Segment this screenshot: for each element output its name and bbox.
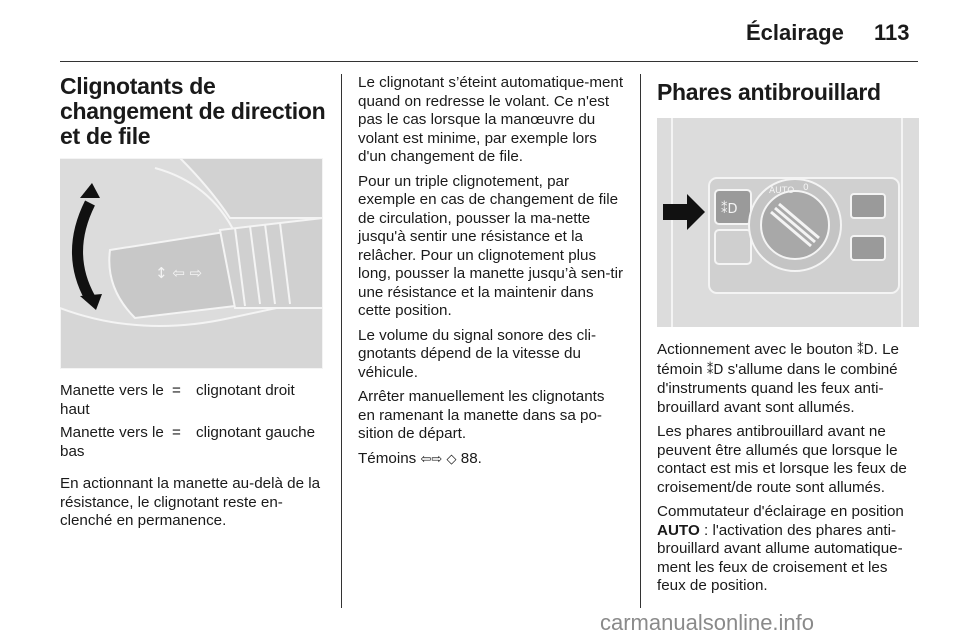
turn-signal-indicator-icon: ⇦⇨ (420, 451, 443, 467)
paragraph-text: : l'activation des phares anti-brouillard avant allume automatique-ment les feux de croisement et les feux de position. (657, 521, 903, 594)
turn-signal-lever-figure (60, 158, 323, 369)
column-3 (657, 74, 919, 602)
definition-equals: = (172, 382, 181, 399)
column-2 (358, 74, 624, 475)
auto-position-label: AUTO (657, 521, 700, 539)
section-heading-turn-signals: Clignotants de changement de direction et de file (60, 73, 326, 149)
paragraph-text: Commutateur d'éclairage en position (657, 503, 904, 520)
paragraph: Arrêter manuellement les clignotants en ramenant la manette dans sa po-sition de départ. (358, 388, 605, 442)
switch-label-auto: AUTO (769, 186, 795, 196)
paragraph: Les phares antibrouillard avant ne peuvent être allumés que lorsque le contact est mis et lorsque les feux de croisement/de route sont allumés. (657, 423, 907, 496)
page-reference-link[interactable]: 88. (460, 449, 482, 467)
column-divider-2 (640, 74, 641, 608)
paragraph (657, 341, 919, 417)
watermark: carmanualsonline.info (600, 610, 815, 635)
paragraph-text: Actionnement avec le bouton (657, 341, 853, 358)
page-section-title: Éclairage (746, 20, 844, 45)
definition-term: Manette vers le bas (60, 424, 164, 460)
definition-value: clignotant gauche (196, 424, 316, 441)
definition-equals: = (172, 424, 181, 441)
svg-text:↕ ⇦ ⇨: ↕ ⇦ ⇨ (155, 264, 203, 282)
paragraph: Le volume du signal sonore des cli-gnotants dépend de la vitesse du véhicule. (358, 326, 597, 381)
paragraph: En actionnant la manette au-delà de la résistance, le clignotant reste en-clenché en permanence. (60, 475, 321, 529)
definition-value: clignotant droit (196, 382, 295, 399)
svg-text:⁑D: ⁑D (721, 202, 738, 217)
fog-light-indicator-icon: ⁑D (706, 362, 724, 378)
paragraph: Le clignotant s’éteint automatique-ment quand on redresse le volant. Ce n'est pas le cas lorsque la manœuvre du volant est minime, par exemple lors d'un changement de file. (358, 74, 624, 165)
section-heading-fog-lights: Phares antibrouillard (657, 79, 881, 105)
fog-light-icon: ⁑D (857, 343, 874, 358)
definition-row (60, 424, 326, 461)
header-rule (60, 61, 918, 62)
light-switch-figure (657, 118, 919, 327)
turn-signal-lever-illustration (60, 158, 323, 369)
definition-row (60, 382, 326, 419)
column-1 (60, 74, 326, 537)
indicator-reference-paragraph (358, 450, 624, 470)
column-divider-1 (341, 74, 342, 608)
paragraph: Pour un triple clignotement, par exemple en cas de changement de file de circulation, pousser la ma-nette jusqu'à sentir une résistance et la relâcher. Pour un clignotement plus long, pousser la manette jusqu’à sen-tir une résistance et la maintenir dans cette position. (358, 172, 624, 319)
lever-definition-list (60, 382, 326, 461)
page-number: 113 (874, 20, 910, 45)
definition-term: Manette vers le haut (60, 382, 164, 418)
paragraph-text: Témoins (358, 449, 417, 467)
paragraph (657, 503, 919, 596)
switch-label-zero: 0 (803, 183, 809, 193)
paragraph-text: s'allume dans le combiné d'instruments quand les feux anti-brouillard avant sont allumés. (657, 360, 898, 416)
paragraph-text: . Le témoin (657, 341, 899, 378)
page-reference-icon: ◇ (446, 451, 457, 467)
light-switch-illustration (657, 118, 919, 327)
